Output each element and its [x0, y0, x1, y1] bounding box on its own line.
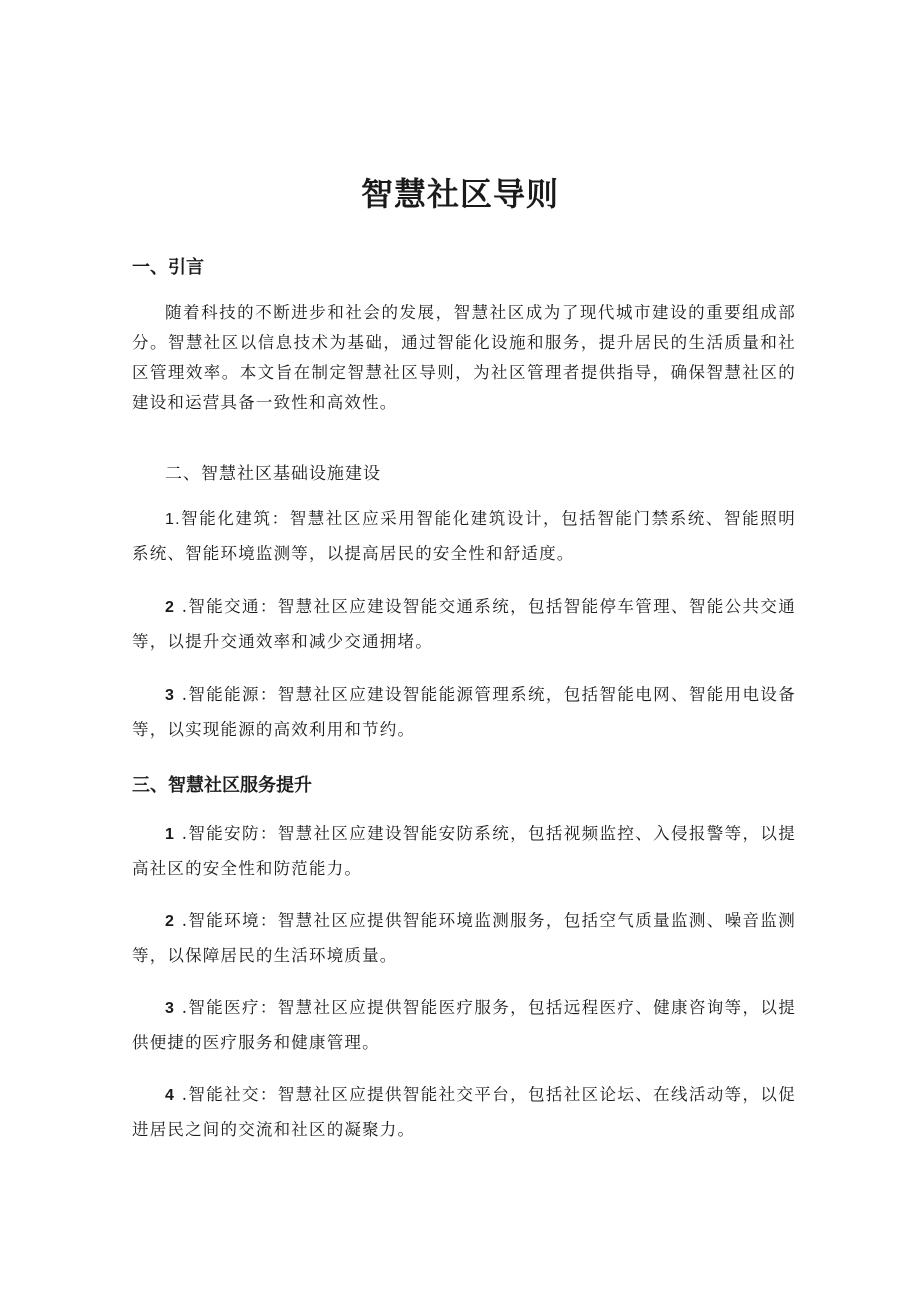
item-number: 2 — [165, 913, 176, 930]
infrastructure-item-1 — [132, 502, 796, 571]
item-text: .智能社交：智慧社区应提供智能社交平台，包括社区论坛、在线活动等，以促进居民之间的交流和社区的凝聚力。 — [132, 1085, 796, 1139]
item-number: 1. — [165, 511, 181, 528]
infrastructure-item-2 — [132, 590, 796, 659]
item-number: 4 — [165, 1087, 176, 1104]
item-number: 3 — [165, 1000, 176, 1017]
item-number: 2 — [165, 599, 176, 616]
section-heading-infrastructure: 二、智慧社区基础设施建设 — [165, 464, 381, 484]
item-text: .智能交通：智慧社区应建设智能交通系统，包括智能停车管理、智能公共交通等，以提升交通效率和减少交通拥堵。 — [132, 597, 796, 651]
infrastructure-item-3 — [132, 678, 796, 747]
item-text: .智能环境：智慧社区应提供智能环境监测服务，包括空气质量监测、噪音监测等，以保障居民的生活环境质量。 — [132, 911, 796, 965]
services-item-3 — [132, 991, 796, 1060]
item-text: .智能能源：智慧社区应建设智能能源管理系统，包括智能电网、智能用电设备等，以实现能源的高效利用和节约。 — [132, 685, 796, 739]
item-text: 智能化建筑：智慧社区应采用智能化建筑设计，包括智能门禁系统、智能照明系统、智能环境监测等，以提高居民的安全性和舒适度。 — [132, 509, 796, 563]
item-number: 1 — [165, 826, 176, 843]
introduction-paragraph: 随着科技的不断进步和社会的发展，智慧社区成为了现代城市建设的重要组成部分。智慧社区以信息技术为基础，通过智能化设施和服务，提升居民的生活质量和社区管理效率。本文旨在制定智慧社区导则，为社区管理者提供指导，确保智慧社区的建设和运营具备一致性和高效性。 — [132, 303, 796, 412]
section-heading-services: 三、智慧社区服务提升 — [132, 775, 312, 796]
item-text: .智能安防：智慧社区应建设智能安防系统，包括视频监控、入侵报警等，以提高社区的安全性和防范能力。 — [132, 824, 796, 878]
services-item-4 — [132, 1078, 796, 1147]
services-item-1 — [132, 817, 796, 886]
section-heading-introduction: 一、引言 — [132, 257, 204, 278]
document-title: 智慧社区导则 — [360, 175, 559, 213]
item-number: 3 — [165, 687, 176, 704]
services-item-2 — [132, 904, 796, 973]
item-text: .智能医疗：智慧社区应提供智能医疗服务，包括远程医疗、健康咨询等，以提供便捷的医疗服务和健康管理。 — [132, 998, 796, 1052]
